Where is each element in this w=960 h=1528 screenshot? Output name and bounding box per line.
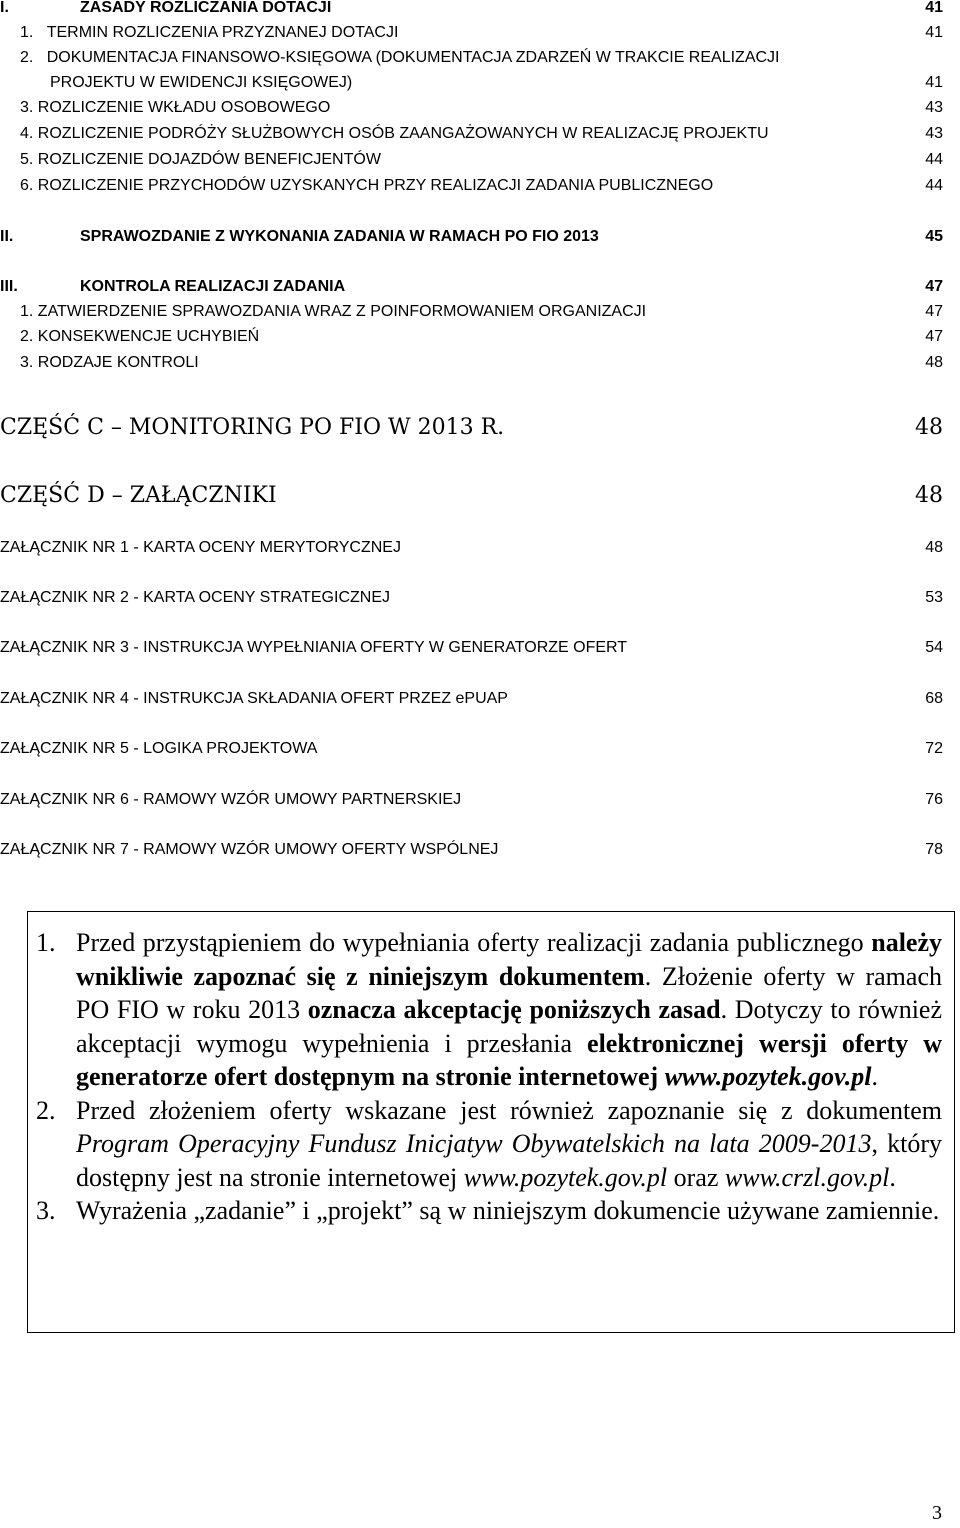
notice-text: Wyrażenia „zadanie” i „projekt” są w niniejszym dokumencie używane zamiennie. <box>76 1196 940 1225</box>
toc-part-c[interactable] <box>0 413 943 443</box>
notice-text: . <box>889 1162 896 1192</box>
page-ref: 48 <box>925 354 943 371</box>
item-number: 5. <box>20 151 34 168</box>
page-number: 3 <box>932 1502 942 1524</box>
item-number: 6. <box>20 177 34 194</box>
notice-text: , który dostępny jest na stronie internetowej <box>76 1129 943 1192</box>
notice-text: oraz <box>667 1162 725 1192</box>
notice-text: . Dotyczy to również akceptacji wymogu wypełnienia i przesłania <box>76 995 943 1058</box>
toc-annex[interactable] <box>0 537 943 559</box>
annex-title: ZAŁĄCZNIK NR 5 - LOGIKA PROJEKTOWA <box>0 740 318 757</box>
page-ref: 53 <box>925 589 943 606</box>
page-ref: 41 <box>925 0 943 16</box>
notice-box <box>27 911 955 1333</box>
toc-annex[interactable] <box>0 587 943 609</box>
notice-emphasis: elektronicznej wersji oferty w generatorze ofert dostępnym na stronie internetowej <box>76 1028 942 1091</box>
section-title: KONTROLA REALIZACJI ZADANIA <box>80 278 346 295</box>
annex-title: ZAŁĄCZNIK NR 6 - RAMOWY WZÓR UMOWY PARTNERSKIEJ <box>0 791 462 808</box>
item-number: 2. <box>20 49 34 66</box>
item-title-continuation: PROJEKTU W EWIDENCJI KSIĘGOWEJ) <box>50 74 353 91</box>
item-number: 1. <box>20 24 34 41</box>
toc-item[interactable] <box>0 123 943 145</box>
notice-emphasis: należy wnikliwie zapoznać się z niniejszym dokumentem <box>76 928 942 991</box>
page-ref: 78 <box>925 841 943 858</box>
notice-item-1 <box>28 926 942 1094</box>
item-number: 2. <box>20 328 34 345</box>
toc-item[interactable] <box>0 22 943 44</box>
annex-title: ZAŁĄCZNIK NR 2 - KARTA OCENY STRATEGICZNEJ <box>0 589 390 606</box>
notice-text: Przed złożeniem oferty wskazane jest również zapoznanie się z dokumentem <box>76 1095 942 1125</box>
item-title: TERMIN ROZLICZENIA PRZYZNANEJ DOTACJI <box>46 24 399 41</box>
notice-text: . <box>871 1062 878 1091</box>
item-title: DOKUMENTACJA FINANSOWO-KSIĘGOWA (DOKUMENTACJA ZDARZEŃ W TRAKCIE REALIZACJI <box>46 49 780 66</box>
page-ref: 47 <box>925 278 943 295</box>
item-title: RODZAJE KONTROLI <box>37 354 199 371</box>
part-title: CZĘŚĆ C – MONITORING PO FIO W 2013 R. <box>0 415 505 440</box>
toc-part-d[interactable] <box>0 481 943 511</box>
item-title: ROZLICZENIE PODRÓŻY SŁUŻBOWYCH OSÓB ZAANGAŻOWANYCH W REALIZACJĘ PROJEKTU <box>37 125 769 142</box>
notice-number: 1. <box>36 928 56 957</box>
page-ref: 76 <box>925 791 943 808</box>
notice-item-3 <box>28 1194 942 1228</box>
toc-annex[interactable] <box>0 688 943 710</box>
website-link[interactable]: www.pozytek.gov.pl <box>664 1062 872 1091</box>
website-link[interactable]: www.crzl.gov.pl <box>724 1162 890 1192</box>
notice-text: Przed przystąpieniem do wypełniania oferty realizacji zadania publicznego <box>76 928 872 957</box>
notice-text: . Złożenie oferty w ramach PO FIO w roku 2013 <box>76 961 942 1024</box>
annex-title: ZAŁĄCZNIK NR 3 - INSTRUKCJA WYPEŁNIANIA OFERTY W GENERATORZE OFERT <box>0 639 628 656</box>
page-ref: 44 <box>925 151 943 168</box>
item-title: ROZLICZENIE WKŁADU OSOBOWEGO <box>37 99 331 116</box>
page-ref: 41 <box>925 24 943 41</box>
annex-title: ZAŁĄCZNIK NR 1 - KARTA OCENY MERYTORYCZNEJ <box>0 539 401 556</box>
page-ref: 48 <box>915 483 943 508</box>
toc-item-continuation[interactable] <box>0 72 943 94</box>
section-title: ZASADY ROZLICZANIA DOTACJI <box>80 0 332 16</box>
page-ref: 47 <box>925 303 943 320</box>
section-title: SPRAWOZDANIE Z WYKONANIA ZADANIA W RAMACH PO FIO 2013 <box>80 228 599 245</box>
section-numeral: I. <box>0 0 9 16</box>
toc-item[interactable] <box>0 301 943 323</box>
document-title: Program Operacyjny Fundusz Inicjatyw Obywatelskich na lata 2009-2013 <box>76 1129 872 1158</box>
page-ref: 47 <box>925 328 943 345</box>
website-link[interactable]: www.pozytek.gov.pl <box>463 1162 668 1192</box>
page-ref: 45 <box>925 228 943 245</box>
section-numeral: II. <box>0 228 14 245</box>
item-title: ZATWIERDZENIE SPRAWOZDANIA WRAZ Z POINFORMOWANIEM ORGANIZACJI <box>37 303 647 320</box>
toc-item[interactable] <box>0 352 943 374</box>
toc-item[interactable] <box>0 326 943 348</box>
item-title: ROZLICZENIE DOJAZDÓW BENEFICJENTÓW <box>37 151 381 168</box>
notice-number: 3. <box>36 1196 56 1225</box>
item-number: 3. <box>20 99 34 116</box>
page-ref: 44 <box>925 177 943 194</box>
toc-item[interactable] <box>0 149 943 171</box>
toc-section-ii[interactable] <box>0 226 943 248</box>
item-title: KONSEKWENCJE UCHYBIEŃ <box>37 328 260 345</box>
toc-section-iii[interactable] <box>0 276 943 298</box>
page-ref: 48 <box>925 539 943 556</box>
page-ref: 54 <box>925 639 943 656</box>
item-number: 1. <box>20 303 34 320</box>
toc-item[interactable] <box>0 175 943 197</box>
toc-annex[interactable] <box>0 789 943 811</box>
notice-item-2 <box>28 1094 942 1195</box>
page-ref: 43 <box>925 99 943 116</box>
annex-title: ZAŁĄCZNIK NR 7 - RAMOWY WZÓR UMOWY OFERTY WSPÓLNEJ <box>0 841 499 858</box>
section-numeral: III. <box>0 278 18 295</box>
notice-emphasis: oznacza akceptację poniższych zasad <box>307 995 721 1024</box>
item-number: 3. <box>20 354 34 371</box>
toc-annex[interactable] <box>0 839 943 861</box>
annex-title: ZAŁĄCZNIK NR 4 - INSTRUKCJA SKŁADANIA OFERT PRZEZ ePUAP <box>0 690 508 707</box>
toc-item[interactable] <box>0 97 943 119</box>
toc-section-i[interactable] <box>0 0 943 19</box>
page-ref: 48 <box>915 415 943 440</box>
toc-annex[interactable] <box>0 637 943 659</box>
toc-annex[interactable] <box>0 738 943 760</box>
page-ref: 41 <box>925 74 943 91</box>
part-title: CZĘŚĆ D – ZAŁĄCZNIKI <box>0 483 277 508</box>
page-ref: 43 <box>925 125 943 142</box>
page-ref: 68 <box>925 690 943 707</box>
item-title: ROZLICZENIE PRZYCHODÓW UZYSKANYCH PRZY REALIZACJI ZADANIA PUBLICZNEGO <box>37 177 714 194</box>
page-ref: 72 <box>925 740 943 757</box>
toc-item[interactable] <box>0 47 943 69</box>
item-number: 4. <box>20 125 34 142</box>
notice-number: 2. <box>36 1095 56 1125</box>
